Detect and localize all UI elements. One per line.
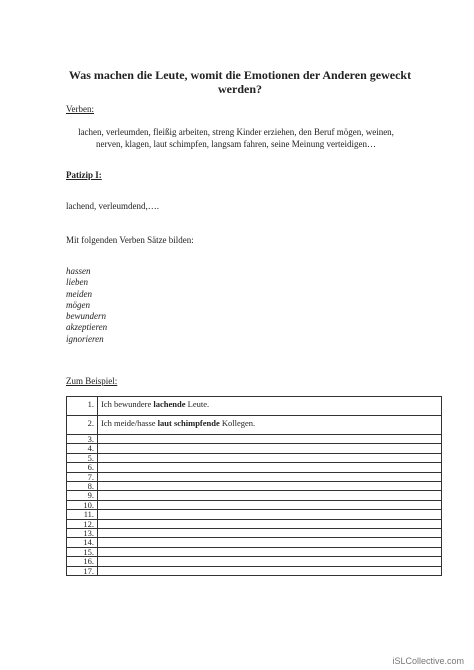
row-number: 7. bbox=[67, 472, 98, 481]
answer-cell[interactable] bbox=[98, 453, 442, 462]
table-row bbox=[67, 435, 442, 444]
row-number: 13. bbox=[67, 529, 98, 538]
verb-item: lieben bbox=[66, 277, 88, 288]
table-row bbox=[67, 519, 442, 528]
answer-cell[interactable] bbox=[98, 547, 442, 556]
answer-cell[interactable] bbox=[98, 463, 442, 472]
table-row bbox=[67, 472, 442, 481]
row-number: 14. bbox=[67, 538, 98, 547]
row-number: 15. bbox=[67, 547, 98, 556]
partizip-label: Patizip I: bbox=[66, 170, 102, 180]
answer-cell[interactable] bbox=[98, 510, 442, 519]
example-sentence bbox=[98, 416, 442, 435]
sentence-part: Ich meide/hasse bbox=[101, 418, 158, 428]
table-row bbox=[67, 416, 442, 435]
worksheet-title: Was machen die Leute, womit die Emotionen der Anderen geweckt werden? bbox=[68, 68, 412, 96]
exercise-table bbox=[66, 396, 442, 576]
answer-cell[interactable] bbox=[98, 435, 442, 444]
verb-item: mögen bbox=[66, 299, 90, 310]
row-number: 9. bbox=[67, 491, 98, 500]
table-row bbox=[67, 397, 442, 416]
answer-cell[interactable] bbox=[98, 500, 442, 509]
row-number: 6. bbox=[67, 463, 98, 472]
verb-item: bewundern bbox=[66, 311, 106, 322]
footer-brand: iSLCollective.com bbox=[392, 656, 464, 666]
answer-cell[interactable] bbox=[98, 566, 442, 575]
row-number: 1. bbox=[67, 397, 98, 416]
table-row bbox=[67, 538, 442, 547]
verb-item: ignorieren bbox=[66, 333, 104, 344]
example-sentence bbox=[98, 397, 442, 416]
table-row bbox=[67, 529, 442, 538]
table-row bbox=[67, 444, 442, 453]
answer-cell[interactable] bbox=[98, 491, 442, 500]
answer-cell[interactable] bbox=[98, 529, 442, 538]
sentence-bold: lachende bbox=[153, 399, 186, 409]
table-row bbox=[67, 463, 442, 472]
row-number: 8. bbox=[67, 482, 98, 491]
instruction-text: Mit folgenden Verben Sätze bilden: bbox=[66, 235, 194, 245]
row-number: 16. bbox=[67, 557, 98, 566]
verb-item: meiden bbox=[66, 288, 92, 299]
table-row bbox=[67, 547, 442, 556]
table-row bbox=[67, 557, 442, 566]
sentence-part: Leute. bbox=[185, 399, 210, 409]
table-row bbox=[67, 491, 442, 500]
table-row bbox=[67, 500, 442, 509]
verbs-text: lachen, verleumden, fleißig arbeiten, streng Kinder erziehen, den Beruf mögen, weinen, nerven, klagen, laut schimpfen, langsam fahren, seine Meinung verteidigen… bbox=[78, 127, 394, 149]
table-row bbox=[67, 453, 442, 462]
answer-cell[interactable] bbox=[98, 472, 442, 481]
answer-cell[interactable] bbox=[98, 482, 442, 491]
answer-cell[interactable] bbox=[98, 444, 442, 453]
row-number: 12. bbox=[67, 519, 98, 528]
sentence-part: Ich bewundere bbox=[101, 399, 154, 409]
verb-list bbox=[66, 266, 107, 345]
table-row bbox=[67, 566, 442, 575]
example-label: Zum Beispiel: bbox=[66, 376, 118, 386]
answer-cell[interactable] bbox=[98, 519, 442, 528]
table-row bbox=[67, 482, 442, 491]
row-number: 3. bbox=[67, 435, 98, 444]
partizip-text: lachend, verleumdend,…. bbox=[66, 201, 159, 211]
verb-item: hassen bbox=[66, 266, 91, 276]
sentence-bold: laut schimpfende bbox=[157, 418, 220, 428]
verbs-label: Verben: bbox=[66, 104, 94, 114]
row-number: 4. bbox=[67, 444, 98, 453]
answer-cell[interactable] bbox=[98, 538, 442, 547]
row-number: 17. bbox=[67, 566, 98, 575]
row-number: 5. bbox=[67, 453, 98, 462]
row-number: 2. bbox=[67, 416, 98, 435]
answer-cell[interactable] bbox=[98, 557, 442, 566]
verb-item: akzeptieren bbox=[66, 322, 108, 333]
table-row bbox=[67, 510, 442, 519]
sentence-part: Kollegen. bbox=[219, 418, 256, 428]
row-number: 10. bbox=[67, 500, 98, 509]
row-number: 11. bbox=[67, 510, 98, 519]
